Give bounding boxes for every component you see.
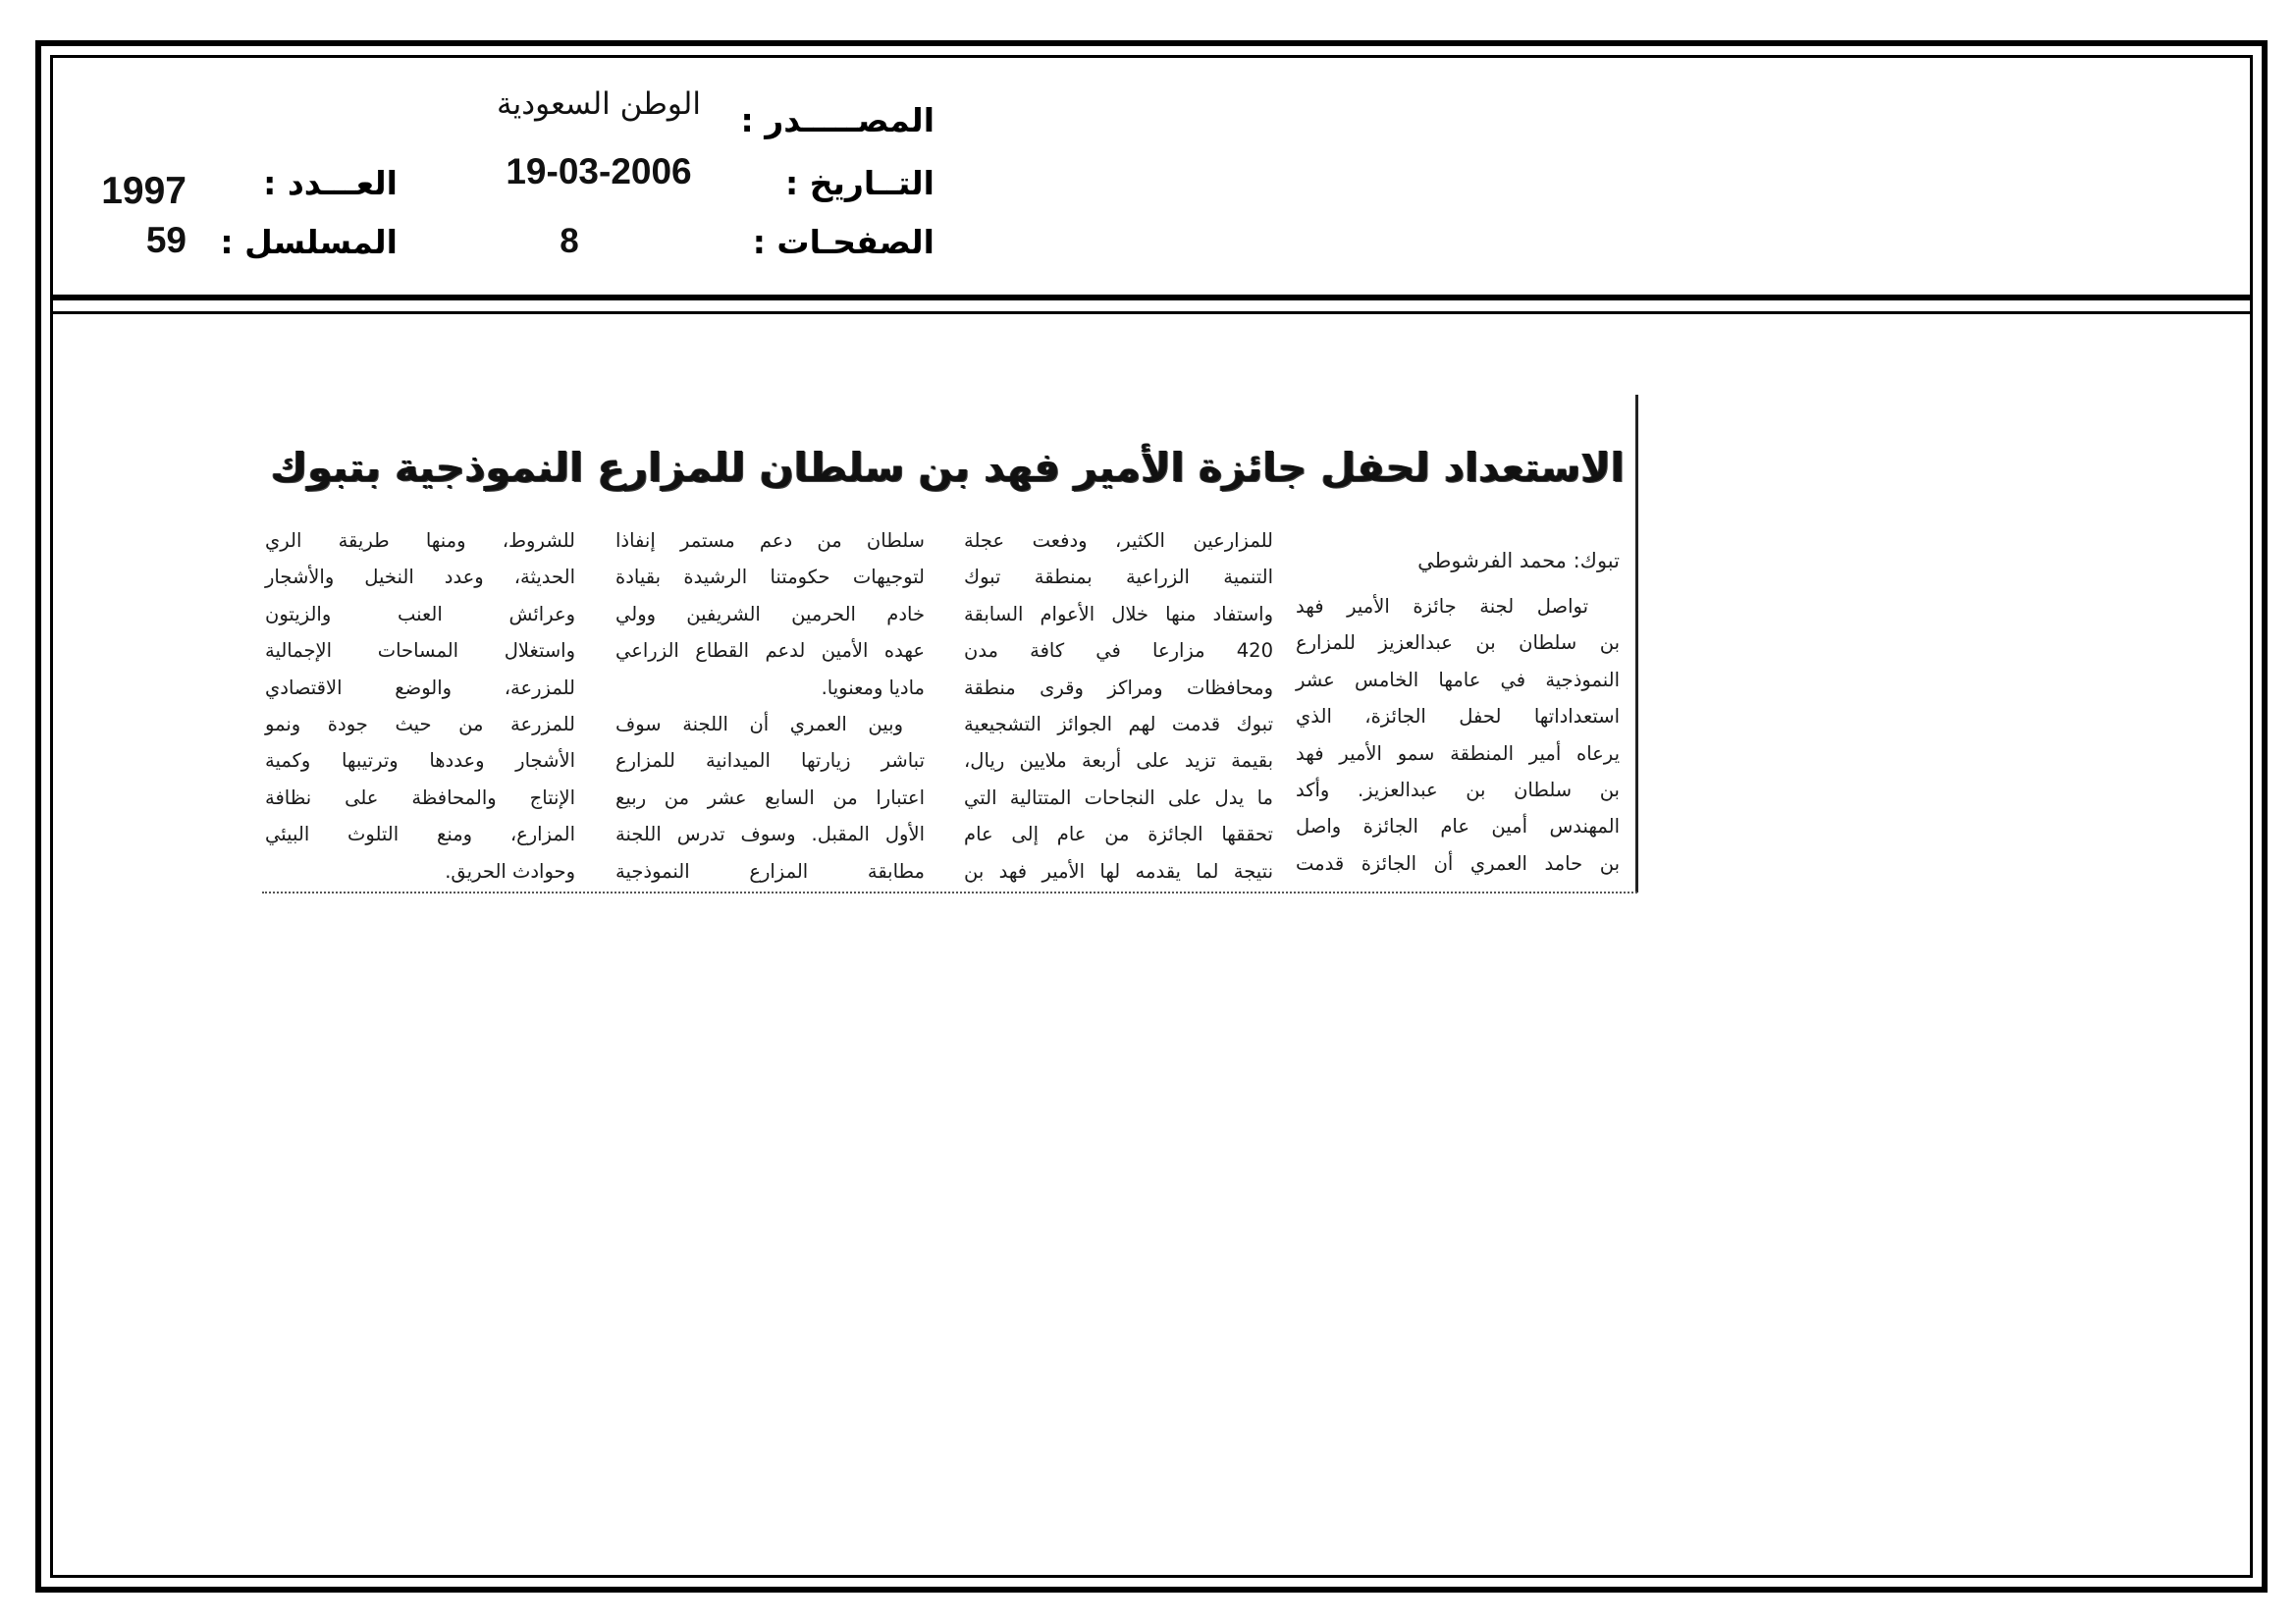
text-line: 420 مزارعا في كافة مدن xyxy=(964,639,1273,663)
article-column xyxy=(615,522,925,890)
date-value: 19-03-2006 xyxy=(506,151,692,191)
text-line: تبوك قدمت لهم الجوائز التشجيعية xyxy=(964,712,1273,735)
text-line: النموذجية في عامها الخامس عشر xyxy=(1296,668,1620,691)
text-line: للشروط، ومنها طريقة الري xyxy=(265,529,575,552)
text-line: بن حامد العمري أن الجائزة قدمت xyxy=(1296,851,1620,875)
text-line: للمزارعين الكثير، ودفعت عجلة xyxy=(964,529,1273,552)
source-value: الوطن السعودية xyxy=(497,86,701,122)
article-column xyxy=(265,522,575,890)
article-headline xyxy=(265,422,1625,513)
text-line: وبين العمري أن اللجنة سوف xyxy=(615,712,903,735)
text-line: للمزرعة، والوضع الاقتصادي xyxy=(265,676,575,699)
text-line: يرعاه أمير المنطقة سمو الأمير فهد xyxy=(1296,741,1620,765)
text-line: ما يدل على النجاحات المتتالية التي xyxy=(964,785,1273,809)
pages-label: الصفحـات : xyxy=(752,223,934,261)
text-line: نتيجة لما يقدمه لها الأمير فهد بن xyxy=(964,859,1273,883)
headline-text: الاستعداد لحفل جائزة الأمير فهد بن سلطان للمزارع النموذجية بتبوك xyxy=(270,444,1625,491)
header-divider-thick xyxy=(50,295,2253,300)
text-line: الأشجار وعددها وترتيبها وكمية xyxy=(265,749,575,773)
issue-value: 1997 xyxy=(101,170,187,212)
text-line: المزارع، ومنع التلوث البيئي xyxy=(265,823,575,846)
text-line: للمزرعة من حيث جودة ونمو xyxy=(265,712,575,735)
clipping-border-right xyxy=(1635,395,1638,893)
text-line: الحديثة، وعدد النخيل والأشجار xyxy=(265,566,575,589)
date-label: التــاريخ : xyxy=(785,164,934,202)
text-line: خادم الحرمين الشريفين وولي xyxy=(615,602,925,625)
text-line: بقيمة تزيد على أربعة ملايين ريال، xyxy=(964,749,1273,773)
article-column xyxy=(1296,588,1620,882)
text-line: سلطان من دعم مستمر إنفاذا xyxy=(615,529,925,552)
text-line: بن سلطان بن عبدالعزيز. وأكد xyxy=(1296,778,1620,801)
text-line: عهده الأمين لدعم القطاع الزراعي xyxy=(615,639,925,663)
article-column xyxy=(964,522,1273,890)
text-line: اعتبارا من السابع عشر من ربيع xyxy=(615,785,925,809)
source-label: المصـــــدر : xyxy=(740,101,934,139)
pages-value: 8 xyxy=(560,222,579,260)
text-line: استعداداتها لحفل الجائزة، الذي xyxy=(1296,705,1620,729)
text-line: ماديا ومعنويا. xyxy=(821,676,925,699)
serial-label: المسلسل : xyxy=(220,223,398,261)
header-divider-thin xyxy=(50,311,2253,314)
text-line: مطابقة المزارع النموذجية xyxy=(615,859,925,883)
text-line: التنمية الزراعية بمنطقة تبوك xyxy=(964,566,1273,589)
text-line: لتوجيهات حكومتنا الرشيدة بقيادة xyxy=(615,566,925,589)
text-line: واستغلال المساحات الإجمالية xyxy=(265,639,575,663)
issue-label: العـــدد : xyxy=(263,164,398,202)
text-line: تواصل لجنة جائزة الأمير فهد xyxy=(1296,595,1588,618)
text-line: وعرائش العنب والزيتون xyxy=(265,602,575,625)
article-byline: تبوك: محمد الفرشوطي xyxy=(1417,549,1620,572)
serial-value: 59 xyxy=(145,220,187,260)
text-line: وحوادث الحريق. xyxy=(445,859,575,883)
text-line: ومحافظات ومراكز وقرى منطقة xyxy=(964,676,1273,699)
text-line: تحققها الجائزة من عام إلى عام xyxy=(964,823,1273,846)
text-line: تباشر زيارتها الميدانية للمزارع xyxy=(615,749,925,773)
text-line: واستفاد منها خلال الأعوام السابقة xyxy=(964,602,1273,625)
text-line: الإنتاج والمحافظة على نظافة xyxy=(265,785,575,809)
text-line: الأول المقبل. وسوف تدرس اللجنة xyxy=(615,823,925,846)
text-line: بن سلطان بن عبدالعزيز للمزارع xyxy=(1296,631,1620,655)
text-line: المهندس أمين عام الجائزة واصل xyxy=(1296,815,1620,839)
clipping-border-bottom xyxy=(262,892,1637,893)
